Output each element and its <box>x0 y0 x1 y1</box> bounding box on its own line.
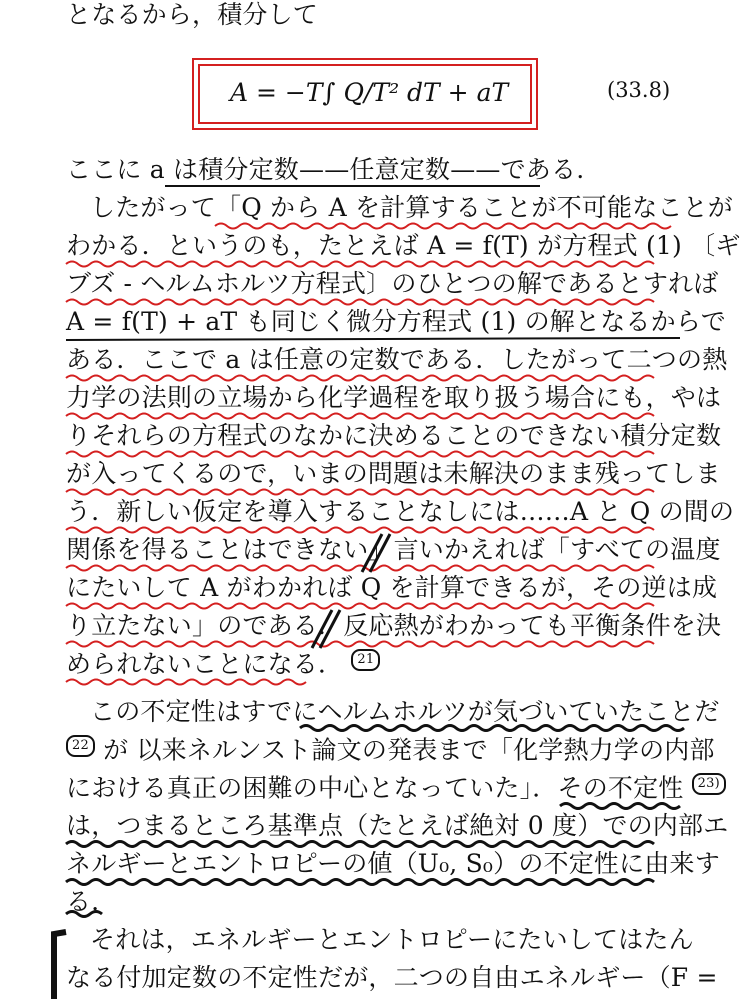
text-line-14 <box>66 649 380 679</box>
text-line-21: それは，エネルギーとエントロピーにたいしてはたん <box>90 925 694 954</box>
wavy-black-line-18 <box>66 842 654 847</box>
text-line-1: ここに a は積分定数——任意定数——である. <box>66 155 585 184</box>
wavy-red-line-10 <box>66 528 654 533</box>
wavy-red-line-11 <box>66 566 654 571</box>
text-line-11: 関係を得ることはできない」言いかえれば「すべての温度 <box>66 535 721 564</box>
text-line-4: ブズ - ヘルムホルツ方程式〕のひとつの解であるとすれば <box>66 269 719 298</box>
wavy-red-line-6 <box>66 376 654 381</box>
bracket-mark <box>54 932 66 999</box>
underline-black-line-5 <box>66 338 680 340</box>
equation-box-inner <box>198 64 532 124</box>
equation-formula: A = −T∫ Q/T² dT + aT <box>230 78 509 107</box>
text-line-5: A = f(T) + aT も同じく微分方程式 (1) の解となるからで <box>66 307 726 336</box>
text-line-3: わかる．というのも，たとえば A = f(T) が方程式 (1) 〔ギ <box>66 231 741 260</box>
text-line-14-text: められないことになる． <box>66 649 344 679</box>
text-line-2: したがって「Q から A を計算することが不可能なことが <box>90 193 733 222</box>
text-line-22: なる付加定数の不定性だが，二つの自由エネルギー（F = <box>66 963 718 992</box>
wavy-red-line-13 <box>66 642 654 647</box>
equation-box <box>192 58 538 130</box>
text-line-6: ある．ここで a は任意の定数である．したがって二つの熱 <box>66 345 728 374</box>
note-badge-21: 21 <box>351 649 380 671</box>
wavy-red-line-4 <box>66 300 654 305</box>
wavy-red-line-8 <box>66 452 654 457</box>
text-line-20: る． <box>66 887 117 916</box>
wavy-red-line-12 <box>66 604 654 609</box>
text-line-15: この不定性はすでにヘルムホルツが気づいていたことだ <box>90 697 720 726</box>
text-line-9: が入ってくるので，いまの問題は未解決のまま残ってしま <box>66 459 721 488</box>
wavy-black-line-17 <box>560 804 680 809</box>
text-line-18: は，つまるところ基準点（たとえば絶対 0 度）での内部エ <box>66 811 729 840</box>
text-line-16 <box>66 735 715 765</box>
text-line-17-text: における真正の困難の中心となっていた」．その不定性 <box>66 773 684 803</box>
wavy-red-line-3 <box>66 262 654 267</box>
text-line-7: 力学の法則の立場から化学過程を取り扱う場合にも，やは <box>66 383 722 412</box>
wavy-red-line-7 <box>66 414 654 419</box>
wavy-red-line-14 <box>66 680 306 685</box>
text-line-10: う．新しい仮定を導入することなしには……A と Q の間の <box>66 497 735 526</box>
text-line-13: り立たない」のである．反応熱がわかっても平衡条件を決 <box>66 611 722 640</box>
text-line-19: ネルギーとエントロピーの値（U₀, S₀）の不定性に由来す <box>66 849 720 878</box>
text-line-8: りそれらの方程式のなかに決めることのできない積分定数 <box>66 421 722 450</box>
text-line-16-text: が 以来ネルンスト論文の発表まで「化学熱力学の内部 <box>103 735 715 765</box>
text-line-12: にたいして A がわかれば Q を計算できるが，その逆は成 <box>66 573 718 602</box>
text-line-17 <box>66 773 726 803</box>
wavy-red-line-2 <box>215 224 671 229</box>
note-badge-22: 22 <box>66 735 95 757</box>
wavy-red-line-9 <box>66 490 654 495</box>
equation-number: (33.8) <box>607 78 671 102</box>
text-line-intro: となるから，積分して <box>66 0 319 29</box>
note-badge-23: 23) <box>692 773 726 795</box>
wavy-black-line-19 <box>66 880 654 885</box>
